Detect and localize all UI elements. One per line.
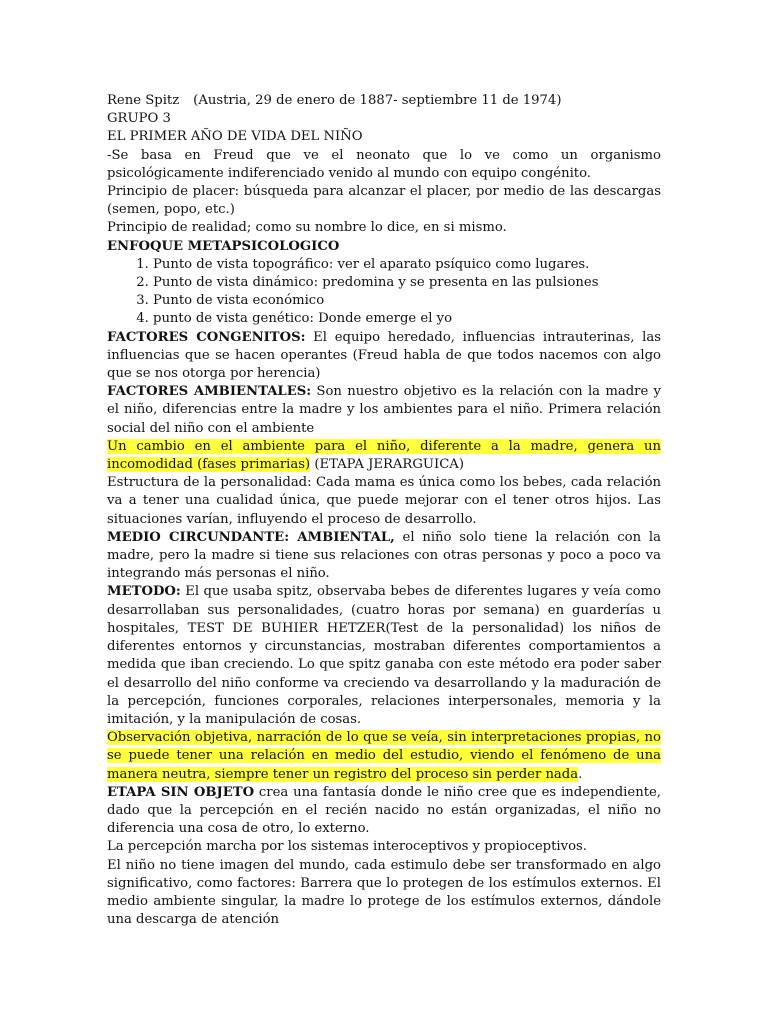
congenital-paragraph	[107, 329, 661, 384]
surrounding-text: el niño solo tiene la relación con la madre, pero la madre si tiene sus relaciones con otras personas y poco a poco va integrando más personas el niño.	[107, 529, 661, 582]
list-item: 2. Punto de vista dinámico: predomina y se presenta en las pulsiones	[153, 274, 661, 292]
document-page	[107, 92, 661, 929]
observation-paragraph	[107, 729, 661, 784]
pleasure-principle: Principio de placer: búsqueda para alcanzar el placer, por medio de las descargas (semen, popo, etc.)	[107, 184, 661, 218]
author-name: Rene Spitz	[107, 93, 180, 108]
environmental-text: Son nuestro objetivo es la relación con la madre y el niño, diferencias entre la madre y los ambientes para el niño. Primera relación social del niño con el ambiente	[107, 384, 661, 436]
freud-paragraph: -Se basa en Freud que ve el neonato que lo ve como un organismo psicológicamente indiferenciado venido al mundo con equipo congénito.	[107, 147, 661, 181]
objectless-label: ETAPA SIN OBJETO	[107, 784, 255, 800]
author-line	[107, 92, 661, 110]
list-item: 3. Punto de vista económico	[153, 292, 661, 310]
congenital-text: El equipo heredado, influencias intrauterinas, las influencias que se hacen operantes (Freud habla de que todos nacemos con algo que se nos otorga por herencia)	[107, 329, 661, 382]
congenital-label: FACTORES CONGENITOS:	[107, 329, 306, 345]
perception-paragraph: La percepción marcha por los sistemas interoceptivos y propioceptivos.	[107, 839, 587, 855]
objectless-text: crea una fantasía donde le niño cree que es independiente, dado que la percepción en el recién nacido no están organizadas, el niño no diferencia una cosa de otro, lo externo.	[107, 784, 661, 837]
surrounding-paragraph	[107, 529, 661, 584]
environmental-label: FACTORES AMBIENTALES:	[107, 384, 312, 400]
method-label: METODO:	[107, 584, 181, 600]
metapsych-list	[107, 256, 661, 329]
world-image-paragraph: El niño no tiene imagen del mundo, cada estimulo debe ser transformado en algo significativo, como factores: Barrera que lo protegen de los estímulos externos. El medio ambiente singular, la madre lo protege de los estímulos externos, dándole una descarga de atención	[107, 857, 661, 928]
metapsych-heading: ENFOQUE METAPSICOLOGICO	[107, 238, 340, 254]
method-paragraph	[107, 583, 661, 729]
change-rest: (ETAPA JERARGUICA)	[310, 457, 464, 473]
observation-rest: .	[578, 766, 583, 782]
environmental-paragraph	[107, 383, 661, 438]
surrounding-label: MEDIO CIRCUNDANTE: AMBIENTAL,	[107, 529, 395, 545]
list-item: 4. punto de vista genético: Donde emerge el yo	[153, 310, 661, 328]
group-label: GRUPO 3	[107, 111, 171, 127]
structure-paragraph: Estructura de la personalidad: Cada mama es única como los bebes, cada relación va a tener una cualidad única, que puede mejorar con el tener otros hijos. Las situaciones varían, influyendo el proceso de desarrollo.	[107, 475, 661, 527]
change-paragraph	[107, 438, 661, 474]
document-title: EL PRIMER AÑO DE VIDA DEL NIÑO	[107, 129, 363, 145]
reality-principle: Principio de realidad; como su nombre lo dice, en si mismo.	[107, 220, 507, 236]
method-text: El que usaba spitz, observaba bebes de diferentes lugares y veía como desarrollaban sus personalidades, (cuatro horas por semana) en guarderías u hospitales, TEST DE BUHIER HETZER(Test de la personalidad) los niños de diferentes entornos y circunstancias, mostraban diferentes comportamientos a medida que iban creciendo. Lo que spitz ganaba con este método era poder saber el desarrollo del niño conforme va creciendo va desarrollando y la maduración de la percepción, funciones corporales, relaciones interpersonales, memoria y la imitación, y la manipulación de cosas.	[107, 584, 661, 727]
list-item: 1. Punto de vista topográfico: ver el aparato psíquico como lugares.	[153, 256, 661, 274]
change-highlight: Un cambio en el ambiente para el niño, diferente a la madre, genera un incomodidad (fases primarias)	[107, 438, 661, 473]
author-dates: (Austria, 29 de enero de 1887- septiembre 11 de 1974)	[193, 93, 562, 108]
objectless-paragraph	[107, 784, 661, 839]
observation-highlight: Observación objetiva, narración de lo que se veía, sin interpretaciones propias, no se puede tener una relación en medio del estudio, viendo el fenómeno de una manera neutra, siempre tener un registro del proceso sin perder nada	[107, 730, 661, 782]
